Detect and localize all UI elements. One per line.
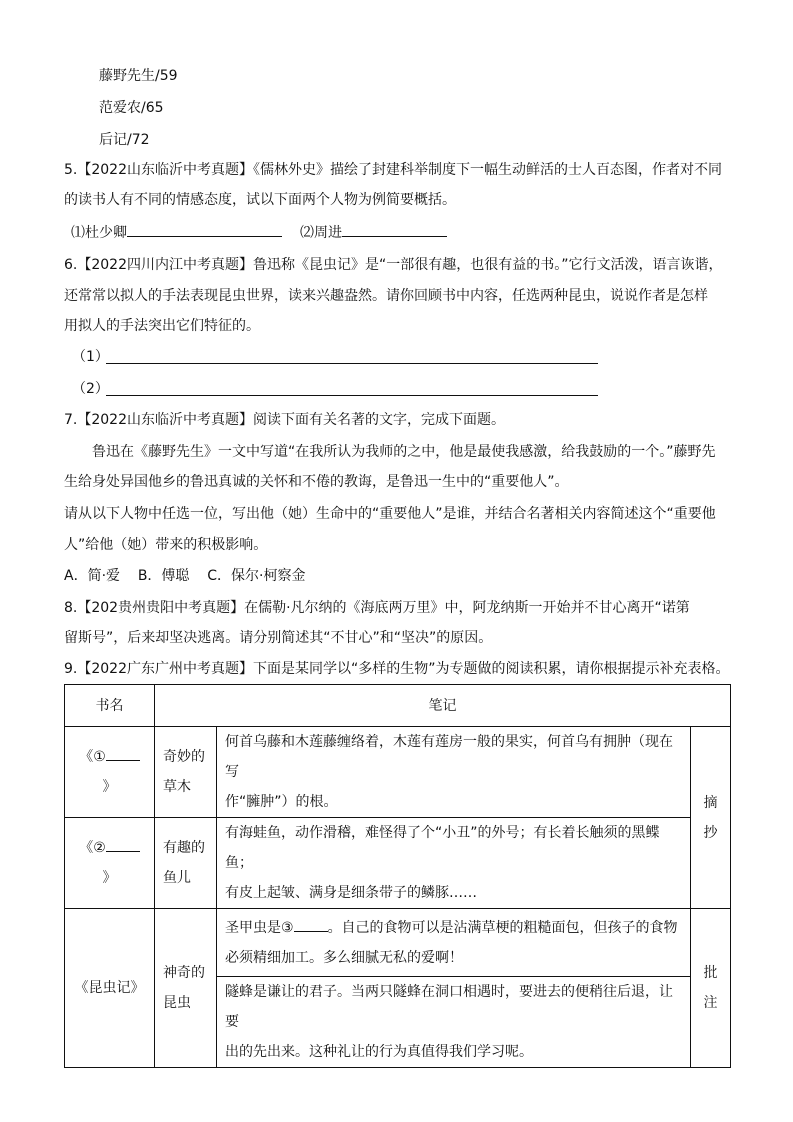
q5-text: 5.【2022山东临沂中考真题】《儒林外史》描绘了封建科举制度下一幅生动鲜活的士人百态图，作者对不同 <box>64 162 722 178</box>
toc-entry: 后记/72 <box>99 132 150 148</box>
q7-text: 生给身处异国他乡的鲁迅真诚的关怀和不倦的教诲，是鲁迅一生中的“重要他人”。 <box>64 474 569 490</box>
q5-answer-blank-2[interactable] <box>342 222 447 237</box>
table-row <box>65 909 731 977</box>
annotation-label-char: 批 <box>703 965 718 981</box>
toc-entry: 范爱农/65 <box>99 100 164 116</box>
row1-note-line: 何首乌藤和木莲藤缠络着，木莲有莲房一般的果实，何首乌有拥肿（现在写 <box>225 734 673 780</box>
row1-note-line: 作“臃肿”）的根。 <box>225 794 338 810</box>
row3-note-1-line <box>225 913 682 943</box>
row1-topic-line: 奇妙的 <box>163 749 205 765</box>
q8-text: 8.【202贵州贵阳中考真题】在儒勒·凡尔纳的《海底两万里》中，阿龙纳斯一开始并不甘心离开“诺第 <box>64 600 690 616</box>
row3-note-2 <box>217 977 691 1068</box>
row2-book <box>65 818 155 909</box>
excerpt-label-char: 抄 <box>703 824 718 841</box>
row3-topic <box>155 909 217 1068</box>
q6-blank-label-1: （1） <box>72 349 109 365</box>
q6-blank-label-2: （2） <box>72 381 109 397</box>
table-header-row <box>65 685 731 727</box>
q6-text: 还常常以拟人的手法表现昆虫世界，读来兴趣盎然。请你回顾书中内容，任选两种昆虫，说说作者是怎样 <box>64 288 708 304</box>
q6-text: 用拟人的手法突出它们特征的。 <box>64 318 260 334</box>
q5-item-2 <box>300 222 447 243</box>
q5-item-1-label: ⑴杜少卿 <box>71 225 127 241</box>
row1-book-suffix: 》 <box>102 779 117 795</box>
q7-text: 鲁迅在《藤野先生》一文中写道“在我所认为我师的之中，他是最使我感激，给我鼓励的一个。”藤野先 <box>92 444 716 460</box>
q7-options: A．简·爱 B．傅聪 C．保尔·柯察金 <box>64 568 306 584</box>
row3-book: 《昆虫记》 <box>65 909 155 1068</box>
table-row <box>65 818 731 909</box>
q7-text: 人”给他（她）带来的积极影响。 <box>64 537 268 553</box>
q7-text: 7.【2022山东临沂中考真题】阅读下面有关名著的文字，完成下面题。 <box>64 412 505 428</box>
row2-note <box>217 818 691 909</box>
q7-text: 请从以下人物中任选一位，写出他（她）生命中的“重要他人”是谁，并结合名著相关内容简述这个“重要他 <box>64 506 716 522</box>
q8-text: 留斯号”，后来却坚决逃离。请分别简述其“不甘心”和“坚决”的原因。 <box>64 630 493 646</box>
row3-topic-line: 神奇的 <box>163 965 205 981</box>
row1-note <box>217 727 691 818</box>
table-row <box>65 727 731 818</box>
row1-book <box>65 727 155 818</box>
q5-text: 的读书人有不同的情感态度，试以下面两个人物为例简要概括。 <box>64 192 456 208</box>
reading-notes-table <box>64 684 731 1068</box>
row1-topic-line: 草木 <box>163 779 191 795</box>
row2-topic-line: 有趣的 <box>163 840 205 856</box>
row3-note-1 <box>217 909 691 977</box>
row2-note-line: 有皮上起皱、满身是细条带子的鳞豚…… <box>225 885 477 901</box>
row3-note-1-prefix: 圣甲虫是③ <box>225 919 294 936</box>
row3-note-2-line: 隧蜂是谦让的君子。当两只隧蜂在洞口相遇时，要进去的便稍往后退，让要 <box>225 984 673 1030</box>
row1-book-prefix: 《① <box>79 749 106 765</box>
excerpt-label <box>691 727 731 909</box>
toc-entry: 藤野先生/59 <box>99 68 178 84</box>
row2-note-line: 有海蛙鱼，动作滑稽，难怪得了个“小丑”的外号；有长着长触须的黑鲽鱼； <box>225 825 660 871</box>
row3-topic-line: 昆虫 <box>163 995 191 1011</box>
row2-topic <box>155 818 217 909</box>
annotation-label <box>691 909 731 1068</box>
header-book: 书名 <box>65 685 155 727</box>
q9-text: 9.【2022广东广州中考真题】下面是某同学以“多样的生物”为专题做的阅读积累，请你根据提示补充表格。 <box>64 661 730 677</box>
row1-book-blank[interactable] <box>106 750 140 761</box>
row3-note-blank[interactable] <box>294 921 328 932</box>
row3-note-2-line: 出的先出来。这种礼让的行为真值得我们学习呢。 <box>225 1044 533 1060</box>
q6-text: 6.【2022四川内江中考真题】鲁迅称《昆虫记》是“一部很有趣，也很有益的书。”它行文活泼，语言诙谐， <box>64 257 723 273</box>
row2-book-suffix: 》 <box>102 870 117 886</box>
row2-topic-line: 鱼儿 <box>163 870 191 886</box>
row3-note-1-suffix: 。自己的食物可以是沾满草梗的粗糙面包，但孩子的食物 <box>327 919 678 936</box>
header-notes: 笔记 <box>155 685 731 727</box>
q5-item-1 <box>71 222 282 243</box>
q6-answer-line-1[interactable] <box>106 363 598 364</box>
row2-book-blank[interactable] <box>106 841 140 852</box>
q6-answer-line-2[interactable] <box>106 395 598 396</box>
excerpt-label-char: 摘 <box>703 794 718 811</box>
annotation-label-char: 注 <box>703 995 718 1011</box>
row2-book-prefix: 《② <box>79 840 106 856</box>
row1-topic <box>155 727 217 818</box>
q5-answer-blank-1[interactable] <box>127 222 282 237</box>
q5-item-2-label: ⑵周进 <box>300 225 342 241</box>
row3-note-1-line: 必须精细加工。多么细腻无私的爱啊！ <box>225 949 463 966</box>
